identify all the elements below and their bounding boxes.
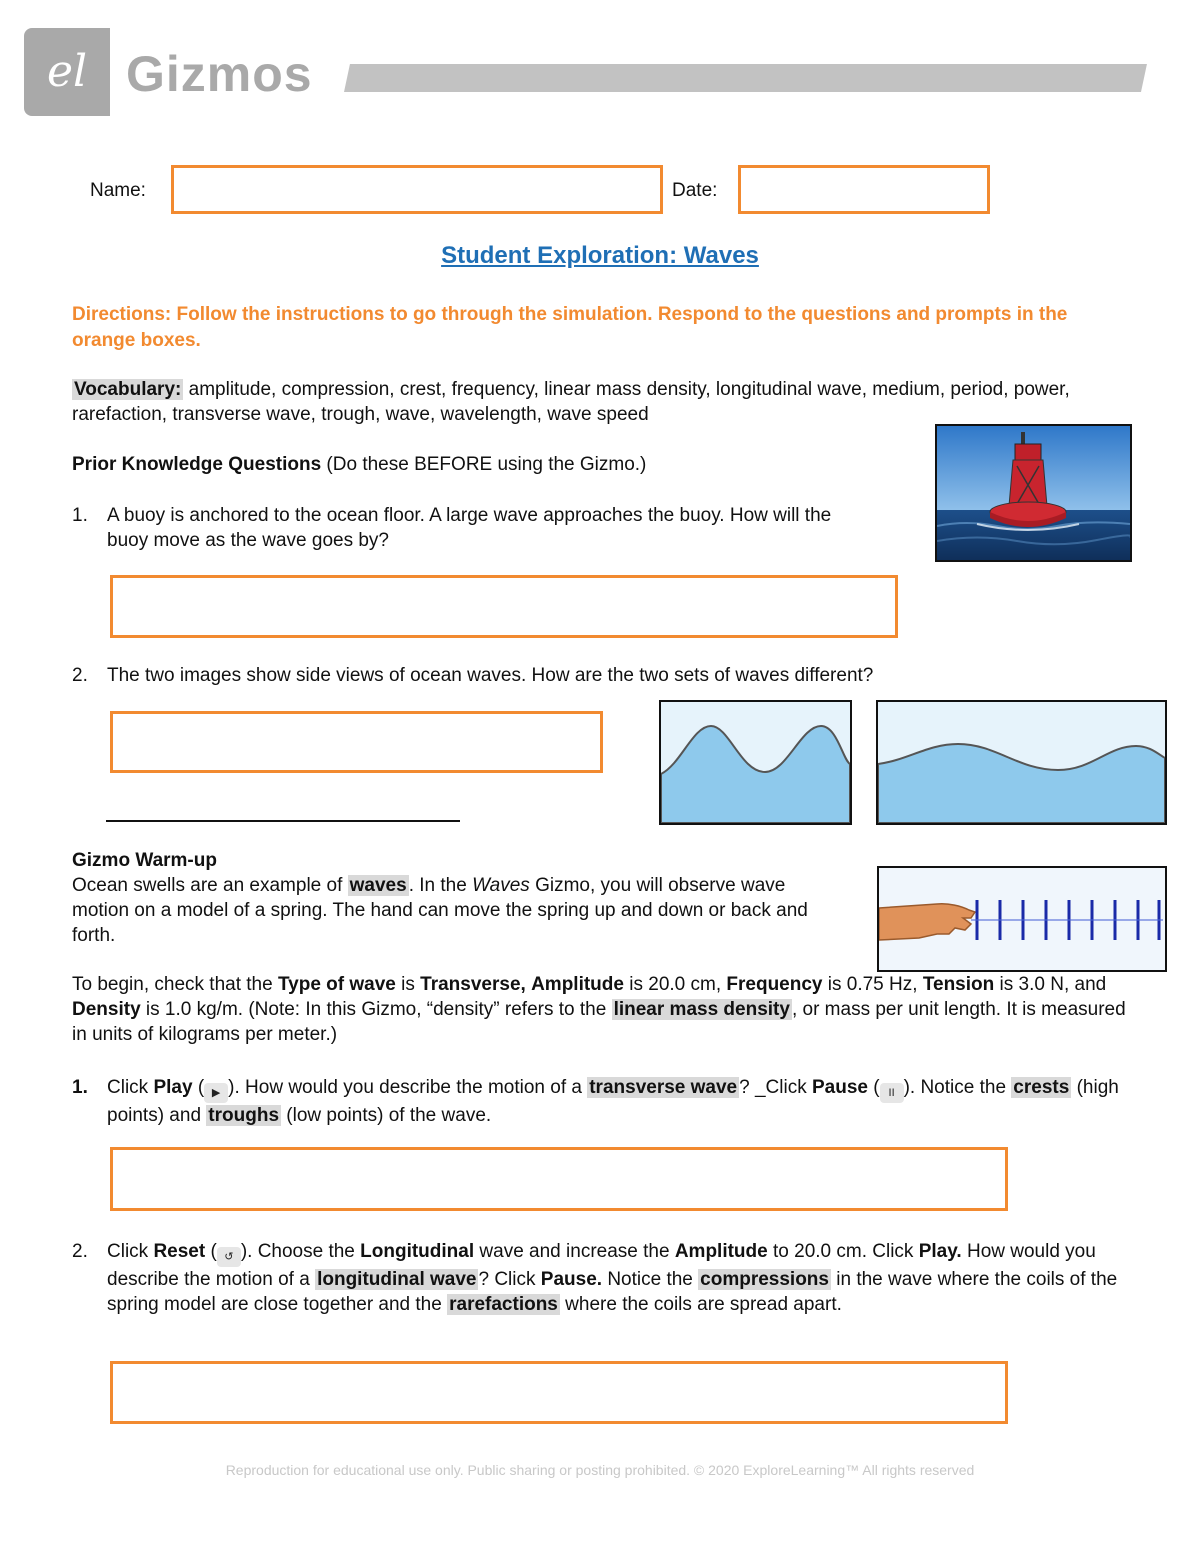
prior-q1-text: A buoy is anchored to the ocean floor. A large wave approaches the buoy. How will the buoy move as the wave goes by? [107,505,832,551]
name-label: Name: [90,180,146,201]
term-waves: waves [349,875,407,896]
buoy-image [935,424,1132,562]
warmup-q1-number: 1. [72,1077,88,1098]
term-rarefactions: rarefactions [449,1294,558,1315]
term-crests: crests [1013,1077,1070,1098]
prior-q1-answer-box[interactable] [110,575,898,638]
warmup-q1-text: Click Play ( ▶ ). How would you describe the motion of a transverse wave ? _Click Pause ( II ). Notice the crests (high points) and troughs (low points) of the wave. [107,1077,1119,1126]
warmup-intro-paragraph: Ocean swells are an example of waves . In the Waves Gizmo, you will observe wave motion on a model of a spring. The hand can move the spring up and down or back and forth. [72,875,808,946]
date-label: Date: [672,180,718,201]
warmup-q2-answer-box[interactable] [110,1361,1008,1424]
prior-q1-number: 1. [72,505,88,526]
page-title: Student Exploration: Waves [441,242,759,269]
reset-icon: ↺ [217,1247,241,1267]
vocabulary-label: Vocabulary: [74,379,182,400]
warmup-q1-answer-box[interactable] [110,1147,1008,1211]
term-troughs: troughs [208,1105,280,1126]
directions-text: Directions: Follow the instructions to go through the simulation. Respond to the questions and prompts in the orange boxes. [72,304,1068,351]
name-field[interactable] [171,165,663,214]
tall-waves-image [659,700,852,825]
vocabulary-paragraph [72,377,1082,427]
warmup-q2-text: Click Reset ( ↺ ). Choose the Longitudinal wave and increase the Amplitude to 20.0 cm. Click Play. How would you describe the motion of a longitudinal wave ? Click Pause. Notice the compressions in the wave where the coils of the spring model are close together and the rarefactions where the coils are spread apart. [107,1241,1118,1315]
copyright-footer: Reproduction for educational use only. Public sharing or posting prohibited. © 2020 ExploreLearning™ All rights reserved [225,1462,975,1478]
prior-q2-text: The two images show side views of ocean waves. How are the two sets of waves different? [107,665,874,686]
pause-icon: II [880,1083,904,1103]
prior-q2-number: 2. [72,665,88,686]
vocabulary-terms: amplitude, compression, crest, frequency, linear mass density, longitudinal wave, medium, period, power, rarefaction, transverse wave, trough, wave, wavelength, wave speed [72,379,1070,425]
prior-knowledge-heading: Prior Knowledge Questions (Do these BEFORE using the Gizmo.) [72,454,647,475]
answer-underline [106,820,460,822]
explorelearning-logo-icon: el [24,28,110,116]
play-icon: ▶ [204,1083,228,1103]
date-field[interactable] [738,165,990,214]
warmup-q2-number: 2. [72,1241,88,1262]
term-transverse-wave: transverse wave [589,1077,738,1098]
hand-spring-image [877,866,1167,972]
term-compressions: compressions [700,1269,829,1290]
gentle-waves-image [876,700,1167,825]
warmup-heading: Gizmo Warm-up [72,850,217,871]
prior-q2-answer-box[interactable] [110,711,603,773]
gizmos-brand: Gizmos [126,46,313,102]
term-linear-mass-density: linear mass density [613,999,790,1020]
header-bar [344,64,1147,92]
term-longitudinal-wave: longitudinal wave [317,1269,477,1290]
warmup-setup-paragraph: To begin, check that the Type of wave is Transverse, Amplitude is 20.0 cm, Frequency is 0.75 Hz, Tension is 3.0 N, and Density is 1.0 kg/m. (Note: In this Gizmo, “density” refers to the linear mass density , or mass per unit length. It is measured in units of kilograms per meter.) [72,974,1126,1045]
